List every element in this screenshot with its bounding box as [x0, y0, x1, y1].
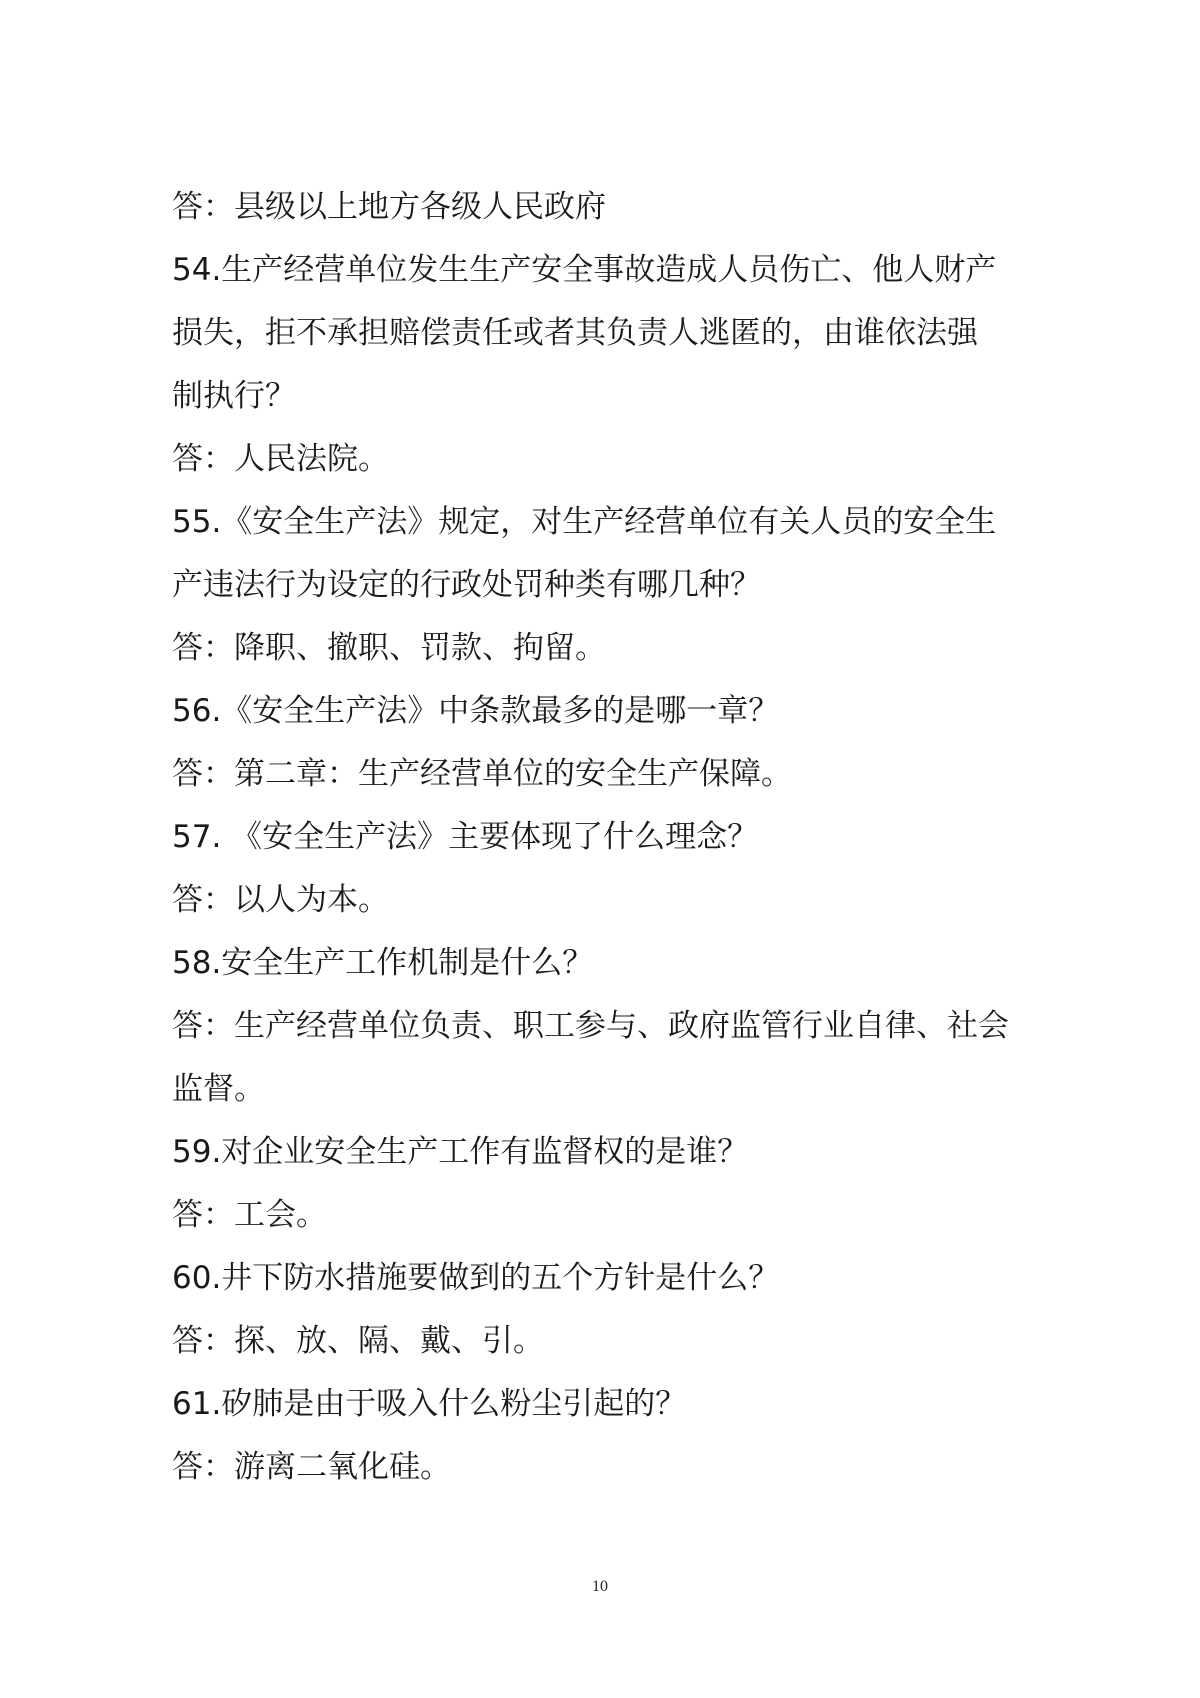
answer-57: 答：以人为本。: [172, 882, 389, 918]
question-56: 56.《安全生产法》中条款最多的是哪一章？: [172, 693, 780, 729]
question-60: 60.井下防水措施要做到的五个方针是什么？: [172, 1260, 780, 1296]
answer-56: 答：第二章：生产经营单位的安全生产保障。: [172, 756, 792, 792]
question-55-line-2: 产违法行为设定的行政处罚种类有哪几种？: [172, 567, 761, 603]
question-59: 59.对企业安全生产工作有监督权的是谁？: [172, 1134, 749, 1170]
answer-58-line-2: 监督。: [172, 1071, 265, 1107]
answer-53: 答：县级以上地方各级人民政府: [172, 189, 606, 225]
answer-58-line-1: 答：生产经营单位负责、职工参与、政府监管行业自律、社会: [172, 1008, 1009, 1044]
document-body: [172, 176, 1042, 1499]
question-61: 61.矽肺是由于吸入什么粉尘引起的？: [172, 1386, 687, 1422]
question-54-line-2: 损失，拒不承担赔偿责任或者其负责人逃匿的，由谁依法强: [172, 315, 978, 351]
question-54-line-1: 54.生产经营单位发生生产安全事故造成人员伤亡、他人财产: [172, 252, 997, 288]
answer-55: 答：降职、撤职、罚款、拘留。: [172, 630, 606, 666]
answer-54: 答：人民法院。: [172, 441, 389, 477]
question-55-line-1: 55.《安全生产法》规定，对生产经营单位有关人员的安全生: [172, 504, 997, 540]
answer-61: 答：游离二氧化硅。: [172, 1449, 451, 1485]
question-54-line-3: 制执行？: [172, 378, 296, 414]
question-57: 57. 《安全生产法》主要体现了什么理念？: [172, 819, 759, 855]
answer-59: 答：工会。: [172, 1197, 327, 1233]
answer-60: 答：探、放、隔、戴、引。: [172, 1323, 544, 1359]
question-58: 58.安全生产工作机制是什么？: [172, 945, 594, 981]
page-number: 10: [592, 1578, 608, 1595]
